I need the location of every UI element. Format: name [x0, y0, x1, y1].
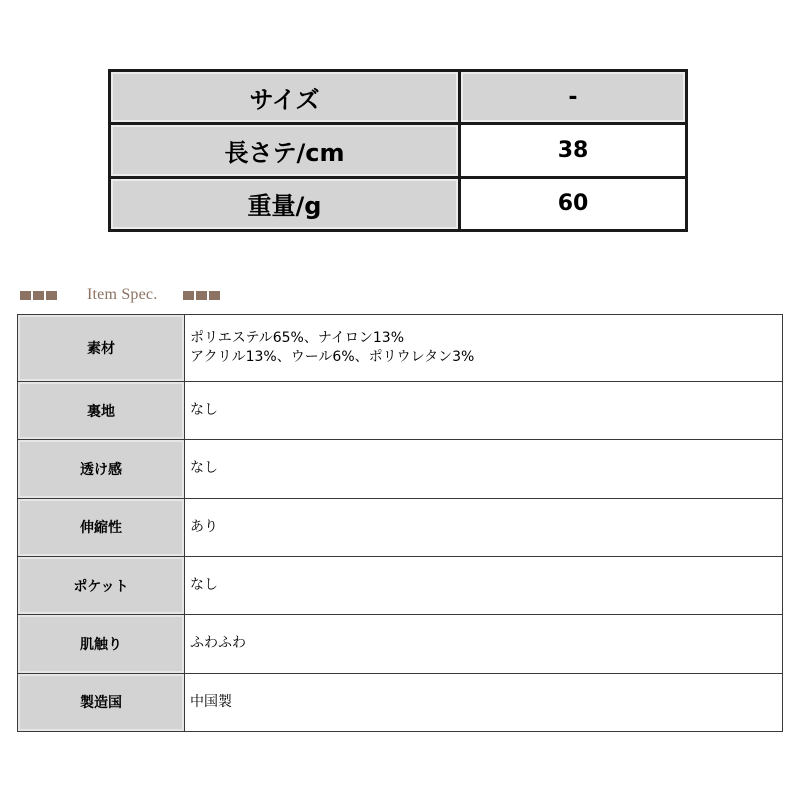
- spec-label-sheerness: 透け感: [18, 440, 184, 497]
- material-line-2: アクリル13%、ウール6%、ポリウレタン3%: [190, 349, 475, 365]
- material-line-1: ポリエステル65%、ナイロン13%: [190, 330, 404, 346]
- item-spec-title: Item Spec.: [87, 286, 158, 303]
- spec-label-material: 素材: [18, 315, 184, 381]
- weight-value: 60: [461, 179, 685, 229]
- size-value: -: [461, 72, 685, 122]
- size-table: [108, 69, 688, 232]
- size-label: サイズ: [111, 72, 458, 122]
- spec-value-pocket: なし: [185, 557, 782, 614]
- item-spec-table: [17, 314, 783, 732]
- weight-label: 重量/g: [111, 179, 458, 229]
- spec-label-lining: 裏地: [18, 382, 184, 439]
- spec-value-texture: ふわふわ: [185, 615, 782, 672]
- length-label: 長さテ/cm: [111, 125, 458, 175]
- spec-value-lining: なし: [185, 382, 782, 439]
- item-spec-heading: [20, 283, 220, 307]
- spec-value-origin: 中国製: [185, 674, 782, 731]
- spec-value-material: [185, 315, 782, 381]
- left-square-ornament: [20, 291, 57, 300]
- right-square-ornament: [183, 291, 220, 300]
- spec-value-stretch: あり: [185, 499, 782, 556]
- spec-label-stretch: 伸縮性: [18, 499, 184, 556]
- spec-label-pocket: ポケット: [18, 557, 184, 614]
- spec-label-origin: 製造国: [18, 674, 184, 731]
- spec-value-sheerness: なし: [185, 440, 782, 497]
- spec-label-texture: 肌触り: [18, 615, 184, 672]
- length-value: 38: [461, 125, 685, 175]
